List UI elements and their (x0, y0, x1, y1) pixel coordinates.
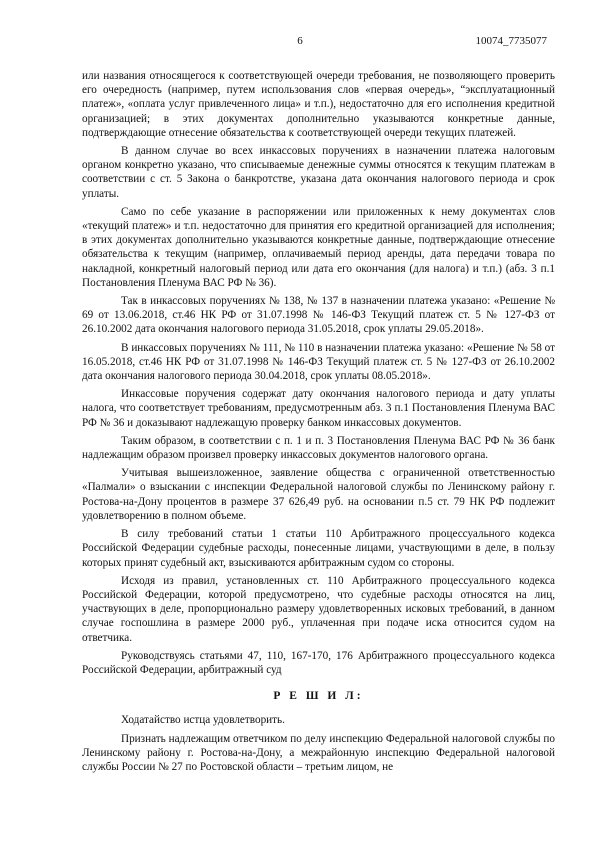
paragraph: Руководствуясь статьями 47, 110, 167-170, 176 Арбитражного процессуального кодекса Российской Федерации, арбитражный суд (82, 649, 555, 676)
paragraph: или названия относящегося к соответствующей очереди требования, не позволяющего проверить его очередность (например, путем использования слов «первая очередь», “эксплуатационный платеж», «оплата услуг привлеченного лица» и т.п.), недостаточно для его исполнения кредитной организацией; в этих документах дополнительно указываются конкретные данные, подтверждающие отнесение обязательства к соответствующей очереди текущих платежей. (82, 70, 555, 139)
paragraph: Исходя из правил, установленных ст. 110 Арбитражного процессуального кодекса Российской Федерации, которой предусмотрено, что судебные расходы относятся на лиц, участвующих в деле, пропорционально размеру удовлетворенных исковых требований, в данном случае госпошлина в размере 2000 руб., уплаченная при подаче иска относится судом на ответчика. (82, 574, 555, 644)
paragraph: В данном случае во всех инкассовых поручениях в назначении платежа налоговым органом конкретно указано, что списываемые денежные суммы относятся к текущим платежам в соответствии с ст. 5 Закона о банкротстве, указана дата окончания налогового периода и срок уплаты. (82, 145, 555, 200)
document-body (82, 69, 555, 778)
paragraph: Само по себе указание в распоряжении или приложенных к нему документах слов «текущий платеж» и т.п. недостаточно для принятия его кредитной организацией для исполнения; в этих документах дополнительно указываются конкретные данные, подтверждающие отнесение обязательства к текущим (например, оплачиваемый период аренды, дата передачи товара по накладной, конкретный налоговый период или дата его окончания (для налога) и т.п.) (абз. 3 п.1 Постановления Пленума ВАС РФ № 36). (82, 205, 555, 289)
paragraph: Так в инкассовых поручениях № 138, № 137 в назначении платежа указано: «Решение № 69 от 13.06.2018, ст.46 НК РФ от 31.07.1998 № 146-ФЗ Текущий платеж ст. 5 № 127-ФЗ от 26.10.2002 дата окончания налогового периода 31.05.2018, срок уплаты 29.05.2018». (82, 295, 555, 336)
paragraph: Таким образом, в соответствии с п. 1 и п. 3 Постановления Пленума ВАС РФ № 36 банк надлежащим образом произвел проверку инкассовых документов налогового органа. (82, 434, 555, 462)
resolution-paragraph: Признать надлежащим ответчиком по делу инспекцию Федеральной налоговой службы по Ленинскому району г. Ростова-на-Дону, а межрайонную инспекцию Федеральной налоговой службы России № 27 по Ростовской области – третьим лицом, не (82, 732, 555, 773)
resolution-heading: Р Е Ш И Л: (273, 690, 364, 703)
page-number: 6 (297, 35, 303, 47)
resolution-paragraph: Ходатайство истца удовлетворить. (121, 714, 285, 727)
paragraph: В инкассовых поручениях № 111, № 110 в назначении платежа указано: «Решение № 58 от 16.05.2018, ст.46 НК РФ от 31.07.1998 № 146-ФЗ Текущий платеж ст. 5 № 127-ФЗ от 26.10.2002 дата окончания налогового периода 30.04.2018, срок уплаты 08.05.2018». (82, 341, 555, 383)
document-id: 10074_7735077 (475, 35, 547, 47)
paragraph: В силу требований статьи 1 статьи 110 Арбитражного процессуального кодекса Российской Федерации судебные расходы, понесенные лицами, участвующими в деле, в пользу которых принят судебный акт, взыскиваются арбитражным судом со стороны. (82, 528, 555, 569)
paragraph: Учитывая вышеизложенное, заявление общества с ограниченной ответственностью «Палмали» о взыскании с инспекции Федеральной налоговой службы по Ленинскому району г. Ростова-на-Дону процентов в размере 37 626,49 руб. на основании п.5 ст. 79 НК РФ подлежит удовлетворению в полном объеме. (82, 467, 555, 522)
paragraph: Инкассовые поручения содержат дату окончания налогового периода и дату уплаты налога, что соответствует требованиям, предусмотренным абз. 3 п.1 Постановления Пленума ВАС РФ № 36 и доказывают надлежащую проверку банком инкассовых документов. (82, 388, 555, 429)
